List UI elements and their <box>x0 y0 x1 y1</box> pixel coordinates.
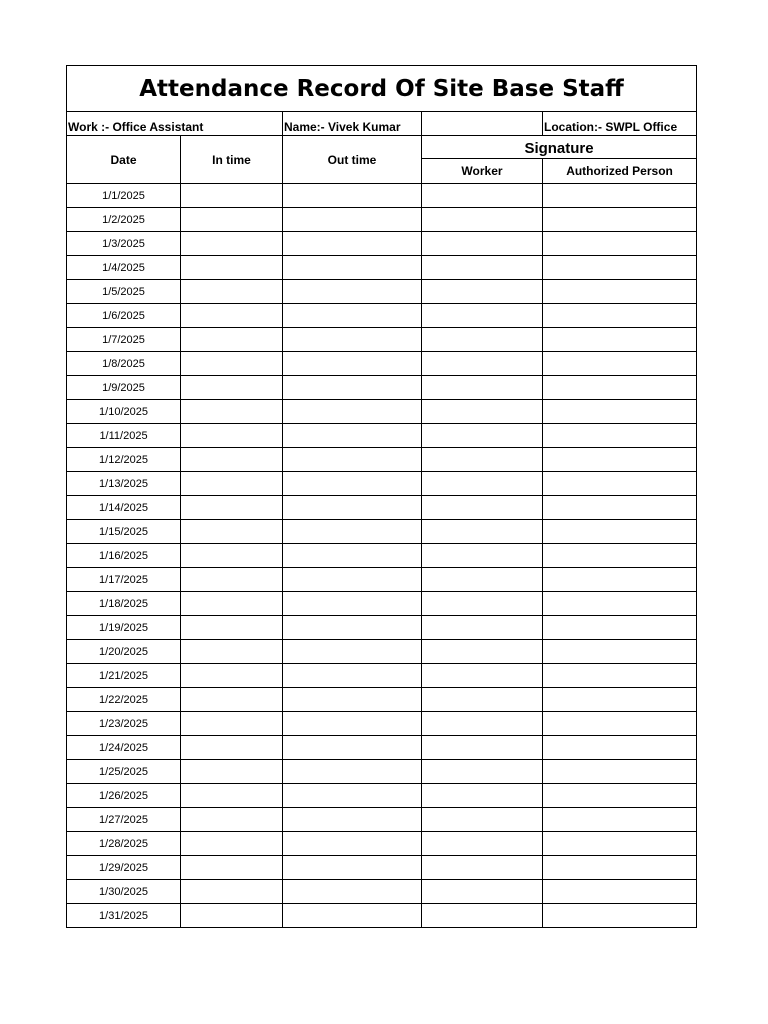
out-time-cell[interactable] <box>283 184 422 208</box>
in-time-cell[interactable] <box>181 520 283 544</box>
out-time-cell[interactable] <box>283 832 422 856</box>
location-label: Location:- SWPL Office <box>544 120 678 134</box>
table-row <box>67 904 697 928</box>
authorized-signature-cell[interactable] <box>543 712 697 736</box>
table-row <box>67 352 697 376</box>
date-cell: 1/2/2025 <box>67 208 181 232</box>
date-cell: 1/11/2025 <box>67 424 181 448</box>
out-time-cell[interactable] <box>283 496 422 520</box>
out-time-cell[interactable] <box>283 304 422 328</box>
table-row <box>67 832 697 856</box>
in-time-cell[interactable] <box>181 592 283 616</box>
in-time-cell[interactable] <box>181 568 283 592</box>
table-row <box>67 472 697 496</box>
worker-signature-cell[interactable] <box>422 664 543 688</box>
table-row <box>67 400 697 424</box>
in-time-cell[interactable] <box>181 304 283 328</box>
in-time-cell[interactable] <box>181 280 283 304</box>
in-time-cell[interactable] <box>181 904 283 928</box>
worker-signature-cell[interactable] <box>422 448 543 472</box>
date-header: Date <box>67 136 181 184</box>
out-time-cell[interactable] <box>283 760 422 784</box>
page-title: Attendance Record Of Site Base Staff <box>67 66 697 112</box>
date-cell: 1/5/2025 <box>67 280 181 304</box>
out-time-cell[interactable] <box>283 592 422 616</box>
worker-signature-cell[interactable] <box>422 376 543 400</box>
authorized-signature-cell[interactable] <box>543 352 697 376</box>
table-row <box>67 208 697 232</box>
in-time-cell[interactable] <box>181 880 283 904</box>
in-time-header: In time <box>181 136 283 184</box>
worker-signature-cell[interactable] <box>422 352 543 376</box>
authorized-signature-cell[interactable] <box>543 736 697 760</box>
info-row <box>67 112 697 136</box>
table-row <box>67 376 697 400</box>
in-time-cell[interactable] <box>181 640 283 664</box>
worker-signature-cell[interactable] <box>422 280 543 304</box>
authorized-signature-cell[interactable] <box>543 544 697 568</box>
authorized-signature-cell[interactable] <box>543 256 697 280</box>
in-time-cell[interactable] <box>181 184 283 208</box>
date-cell: 1/22/2025 <box>67 688 181 712</box>
out-time-cell[interactable] <box>283 352 422 376</box>
date-cell: 1/21/2025 <box>67 664 181 688</box>
blank-info-cell <box>422 112 543 136</box>
authorized-signature-cell[interactable] <box>543 832 697 856</box>
authorized-signature-cell[interactable] <box>543 616 697 640</box>
in-time-cell[interactable] <box>181 832 283 856</box>
date-cell: 1/8/2025 <box>67 352 181 376</box>
in-time-cell[interactable] <box>181 496 283 520</box>
work-cell <box>67 112 204 136</box>
out-time-cell[interactable] <box>283 808 422 832</box>
in-time-cell[interactable] <box>181 688 283 712</box>
worker-signature-cell[interactable] <box>422 880 543 904</box>
out-time-cell[interactable] <box>283 424 422 448</box>
out-time-cell[interactable] <box>283 280 422 304</box>
in-time-cell[interactable] <box>181 328 283 352</box>
out-time-cell[interactable] <box>283 520 422 544</box>
authorized-signature-cell[interactable] <box>543 496 697 520</box>
out-time-cell[interactable] <box>283 448 422 472</box>
date-cell: 1/27/2025 <box>67 808 181 832</box>
in-time-cell[interactable] <box>181 256 283 280</box>
in-time-cell[interactable] <box>181 232 283 256</box>
worker-signature-cell[interactable] <box>422 688 543 712</box>
table-row <box>67 592 697 616</box>
worker-header: Worker <box>422 159 543 184</box>
table-row <box>67 304 697 328</box>
worker-signature-cell[interactable] <box>422 592 543 616</box>
in-time-cell[interactable] <box>181 208 283 232</box>
out-time-cell[interactable] <box>283 712 422 736</box>
worker-signature-cell[interactable] <box>422 472 543 496</box>
out-time-cell[interactable] <box>283 208 422 232</box>
in-time-cell[interactable] <box>181 424 283 448</box>
in-time-cell[interactable] <box>181 400 283 424</box>
worker-signature-cell[interactable] <box>422 784 543 808</box>
worker-signature-cell[interactable] <box>422 856 543 880</box>
date-cell: 1/7/2025 <box>67 328 181 352</box>
worker-signature-cell[interactable] <box>422 184 543 208</box>
authorized-signature-cell[interactable] <box>543 304 697 328</box>
authorized-signature-cell[interactable] <box>543 664 697 688</box>
in-time-cell[interactable] <box>181 664 283 688</box>
table-row <box>67 544 697 568</box>
authorized-signature-cell[interactable] <box>543 880 697 904</box>
header-row-1 <box>67 136 697 159</box>
authorized-signature-cell[interactable] <box>543 232 697 256</box>
table-row <box>67 256 697 280</box>
authorized-signature-cell[interactable] <box>543 328 697 352</box>
date-cell: 1/14/2025 <box>67 496 181 520</box>
authorized-signature-cell[interactable] <box>543 400 697 424</box>
worker-signature-cell[interactable] <box>422 424 543 448</box>
table-row <box>67 664 697 688</box>
date-cell: 1/31/2025 <box>67 904 181 928</box>
attendance-table <box>66 65 697 928</box>
date-cell: 1/19/2025 <box>67 616 181 640</box>
worker-signature-cell[interactable] <box>422 208 543 232</box>
table-row <box>67 808 697 832</box>
authorized-signature-cell[interactable] <box>543 592 697 616</box>
date-cell: 1/24/2025 <box>67 736 181 760</box>
worker-signature-cell[interactable] <box>422 568 543 592</box>
table-row <box>67 760 697 784</box>
worker-signature-cell[interactable] <box>422 544 543 568</box>
name-label: Name:- Vivek Kumar <box>284 120 401 134</box>
in-time-cell[interactable] <box>181 856 283 880</box>
table-row <box>67 424 697 448</box>
date-cell: 1/15/2025 <box>67 520 181 544</box>
authorized-signature-cell[interactable] <box>543 856 697 880</box>
worker-signature-cell[interactable] <box>422 712 543 736</box>
work-label: Work :- Office Assistant <box>68 120 204 134</box>
date-cell: 1/29/2025 <box>67 856 181 880</box>
date-cell: 1/26/2025 <box>67 784 181 808</box>
authorized-signature-cell[interactable] <box>543 760 697 784</box>
in-time-cell[interactable] <box>181 472 283 496</box>
in-time-cell[interactable] <box>181 808 283 832</box>
authorized-signature-cell[interactable] <box>543 808 697 832</box>
date-cell: 1/12/2025 <box>67 448 181 472</box>
worker-signature-cell[interactable] <box>422 616 543 640</box>
table-row <box>67 448 697 472</box>
out-time-cell[interactable] <box>283 640 422 664</box>
out-time-cell[interactable] <box>283 472 422 496</box>
authorized-signature-cell[interactable] <box>543 448 697 472</box>
authorized-signature-cell[interactable] <box>543 376 697 400</box>
date-cell: 1/1/2025 <box>67 184 181 208</box>
date-cell: 1/6/2025 <box>67 304 181 328</box>
authorized-person-header: Authorized Person <box>543 159 697 184</box>
date-cell: 1/13/2025 <box>67 472 181 496</box>
worker-signature-cell[interactable] <box>422 760 543 784</box>
out-time-cell[interactable] <box>283 544 422 568</box>
authorized-signature-cell[interactable] <box>543 784 697 808</box>
table-row <box>67 736 697 760</box>
authorized-signature-cell[interactable] <box>543 904 697 928</box>
authorized-signature-cell[interactable] <box>543 688 697 712</box>
out-time-cell[interactable] <box>283 232 422 256</box>
signature-header: Signature <box>422 136 697 159</box>
authorized-signature-cell[interactable] <box>543 424 697 448</box>
out-time-cell[interactable] <box>283 568 422 592</box>
worker-signature-cell[interactable] <box>422 328 543 352</box>
in-time-cell[interactable] <box>181 616 283 640</box>
date-cell: 1/9/2025 <box>67 376 181 400</box>
table-row <box>67 496 697 520</box>
table-row <box>67 712 697 736</box>
date-cell: 1/3/2025 <box>67 232 181 256</box>
table-row <box>67 280 697 304</box>
out-time-cell[interactable] <box>283 400 422 424</box>
table-row <box>67 328 697 352</box>
out-time-cell[interactable] <box>283 664 422 688</box>
in-time-cell[interactable] <box>181 448 283 472</box>
out-time-cell[interactable] <box>283 904 422 928</box>
out-time-header: Out time <box>283 136 422 184</box>
date-cell: 1/20/2025 <box>67 640 181 664</box>
location-cell <box>543 112 697 136</box>
worker-signature-cell[interactable] <box>422 520 543 544</box>
date-cell: 1/30/2025 <box>67 880 181 904</box>
date-cell: 1/4/2025 <box>67 256 181 280</box>
authorized-signature-cell[interactable] <box>543 472 697 496</box>
worker-signature-cell[interactable] <box>422 496 543 520</box>
out-time-cell[interactable] <box>283 328 422 352</box>
table-row <box>67 640 697 664</box>
in-time-cell[interactable] <box>181 784 283 808</box>
table-row <box>67 784 697 808</box>
out-time-cell[interactable] <box>283 856 422 880</box>
date-cell: 1/23/2025 <box>67 712 181 736</box>
table-row <box>67 880 697 904</box>
table-row <box>67 520 697 544</box>
out-time-cell[interactable] <box>283 256 422 280</box>
authorized-signature-cell[interactable] <box>543 568 697 592</box>
date-cell: 1/17/2025 <box>67 568 181 592</box>
out-time-cell[interactable] <box>283 616 422 640</box>
in-time-cell[interactable] <box>181 352 283 376</box>
worker-signature-cell[interactable] <box>422 904 543 928</box>
worker-signature-cell[interactable] <box>422 736 543 760</box>
date-cell: 1/18/2025 <box>67 592 181 616</box>
authorized-signature-cell[interactable] <box>543 280 697 304</box>
worker-signature-cell[interactable] <box>422 640 543 664</box>
worker-signature-cell[interactable] <box>422 256 543 280</box>
title-row <box>67 66 697 112</box>
authorized-signature-cell[interactable] <box>543 184 697 208</box>
authorized-signature-cell[interactable] <box>543 640 697 664</box>
worker-signature-cell[interactable] <box>422 304 543 328</box>
name-cell <box>283 112 422 136</box>
in-time-cell[interactable] <box>181 760 283 784</box>
date-cell: 1/25/2025 <box>67 760 181 784</box>
date-cell: 1/28/2025 <box>67 832 181 856</box>
out-time-cell[interactable] <box>283 376 422 400</box>
table-row <box>67 184 697 208</box>
in-time-cell[interactable] <box>181 376 283 400</box>
in-time-cell[interactable] <box>181 736 283 760</box>
in-time-cell[interactable] <box>181 712 283 736</box>
date-cell: 1/10/2025 <box>67 400 181 424</box>
table-row <box>67 616 697 640</box>
out-time-cell[interactable] <box>283 880 422 904</box>
worker-signature-cell[interactable] <box>422 232 543 256</box>
table-row <box>67 856 697 880</box>
table-row <box>67 232 697 256</box>
out-time-cell[interactable] <box>283 736 422 760</box>
table-row <box>67 688 697 712</box>
date-cell: 1/16/2025 <box>67 544 181 568</box>
authorized-signature-cell[interactable] <box>543 208 697 232</box>
worker-signature-cell[interactable] <box>422 832 543 856</box>
in-time-cell[interactable] <box>181 544 283 568</box>
worker-signature-cell[interactable] <box>422 808 543 832</box>
table-row <box>67 568 697 592</box>
out-time-cell[interactable] <box>283 688 422 712</box>
authorized-signature-cell[interactable] <box>543 520 697 544</box>
out-time-cell[interactable] <box>283 784 422 808</box>
worker-signature-cell[interactable] <box>422 400 543 424</box>
